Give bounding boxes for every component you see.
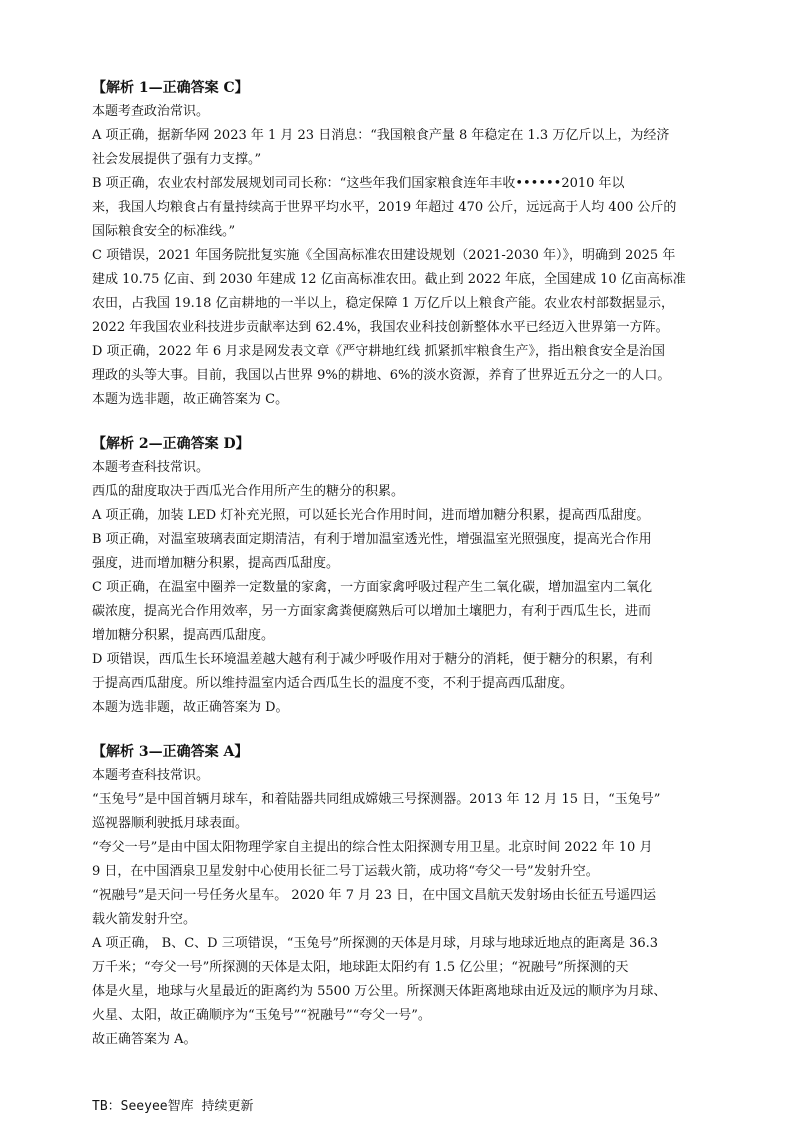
text-line: 9 日，在中国酒泉卫星发射中心使用长征二号丁运载火箭，成功将“夸父一号”发射升空。	[92, 864, 599, 879]
text-line: 社会发展提供了强有力支撑。”	[92, 152, 262, 167]
text-line: “玉兔号”是中国首辆月球车，和着陆器共同组成嫦娥三号探测器。2013 年 12 月 15 日，“玉兔号”	[92, 792, 661, 807]
text-line: 火星、太阳，故正确顺序为“玉兔号”“祝融号”“夸父一号”。	[92, 1008, 431, 1023]
document-body	[92, 76, 714, 1072]
text-line: A 项正确，据新华网 2023 年 1 月 23 日消息：“我国粮食产量 8 年稳定在 1.3 万亿斤以上，为经济	[92, 128, 670, 143]
text-line: 2022 年我国农业科技进步贡献率达到 62.4%，我国农业科技创新整体水平已经迈入世界第一方阵。	[92, 320, 669, 335]
answer-section-2	[92, 432, 714, 720]
text-line: 强度，进而增加糖分积累，提高西瓜甜度。	[92, 556, 340, 571]
page-footer: TB：Seeyee智库 持续更新	[92, 1099, 254, 1114]
text-line: 故正确答案为 A。	[92, 1032, 197, 1047]
text-line: 本题为选非题，故正确答案为 D。	[92, 700, 289, 715]
text-line: 理政的头等大事。目前，我国以占世界 9%的耕地、6%的淡水资源，养育了世界近五分之一的人口。	[92, 368, 671, 383]
text-line: D 项错误，西瓜生长环境温差越大越有利于减少呼吸作用对于糖分的消耗，便于糖分的积累，有利	[92, 652, 653, 667]
text-line: 巡视器顺利驶抵月球表面。	[92, 816, 249, 831]
section-heading: 【解析 2—正确答案 D】	[92, 436, 250, 452]
text-line: B 项正确，对温室玻璃表面定期清洁，有利于增加温室透光性，增强温室光照强度，提高光合作用	[92, 532, 652, 547]
text-line: 本题考查科技常识。	[92, 768, 210, 783]
answer-section-1	[92, 76, 714, 412]
text-line: 碳浓度，提高光合作用效率，另一方面家禽粪便腐熟后可以增加土壤肥力，有利于西瓜生长，进而	[92, 604, 652, 619]
text-line: 农田，占我国 19.18 亿亩耕地的一半以上，稳定保障 1 万亿斤以上粮食产能。农业农村部数据显示，	[92, 296, 675, 311]
text-line: 来，我国人均粮食占有量持续高于世界平均水平，2019 年超过 470 公斤，远远高于人均 400 公斤的	[92, 200, 677, 215]
text-line: D 项正确，2022 年 6 月求是网发表文章《严守耕地红线 抓紧抓牢粮食生产》，指出粮食安全是治国	[92, 344, 665, 359]
text-line: 于提高西瓜甜度。所以维持温室内适合西瓜生长的温度不变，不利于提高西瓜甜度。	[92, 676, 574, 691]
text-line: C 项正确，在温室中圈养一定数量的家禽，一方面家禽呼吸过程产生二氧化碳，增加温室内二氧化	[92, 580, 653, 595]
text-line: A 项正确， B、C、D 三项错误，“玉兔号”所探测的天体是月球，月球与地球近地点的距离是 36.3	[92, 936, 659, 951]
answer-section-3	[92, 740, 714, 1052]
text-line: A 项正确，加装 LED 灯补充光照，可以延长光合作用时间，进而增加糖分积累，提高西瓜甜度。	[92, 508, 650, 523]
text-line: 本题为选非题，故正确答案为 C。	[92, 392, 289, 407]
text-line: “夸父一号”是由中国太阳物理学家自主提出的综合性太阳探测专用卫星。北京时间 2022 年 10 月	[92, 840, 653, 855]
section-heading: 【解析 1—正确答案 C】	[92, 80, 249, 96]
text-line: C 项错误，2021 年国务院批复实施《全国高标准农田建设规划（2021-2030 年）》，明确到 2025 年	[92, 248, 676, 263]
text-line: 本题考查政治常识。	[92, 104, 210, 119]
text-line: 体是火星，地球与火星最近的距离约为 5500 万公里。所探测天体距离地球由近及远的顺序为月球、	[92, 984, 667, 999]
text-line: 增加糖分积累，提高西瓜甜度。	[92, 628, 275, 643]
text-line: “祝融号”是天问一号任务火星车。 2020 年 7 月 23 日，在中国文昌航天发射场由长征五号遥四运	[92, 888, 656, 903]
text-line: B 项正确，农业农村部发展规划司司长称：“这些年我们国家粮食连年丰收••••••2010 年以	[92, 176, 625, 191]
text-line: 西瓜的甜度取决于西瓜光合作用所产生的糖分的积累。	[92, 484, 405, 499]
text-line: 本题考查科技常识。	[92, 460, 210, 475]
text-line: 建成 10.75 亿亩、到 2030 年建成 12 亿亩高标准农田。截止到 2022 年底，全国建成 10 亿亩高标准	[92, 272, 686, 287]
section-heading: 【解析 3—正确答案 A】	[92, 744, 249, 760]
text-line: 万千米；“夸父一号”所探测的天体是太阳，地球距太阳约有 1.5 亿公里；“祝融号”所探测的天	[92, 960, 629, 975]
text-line: 载火箭发射升空。	[92, 912, 197, 927]
text-line: 国际粮食安全的标准线。”	[92, 224, 236, 239]
